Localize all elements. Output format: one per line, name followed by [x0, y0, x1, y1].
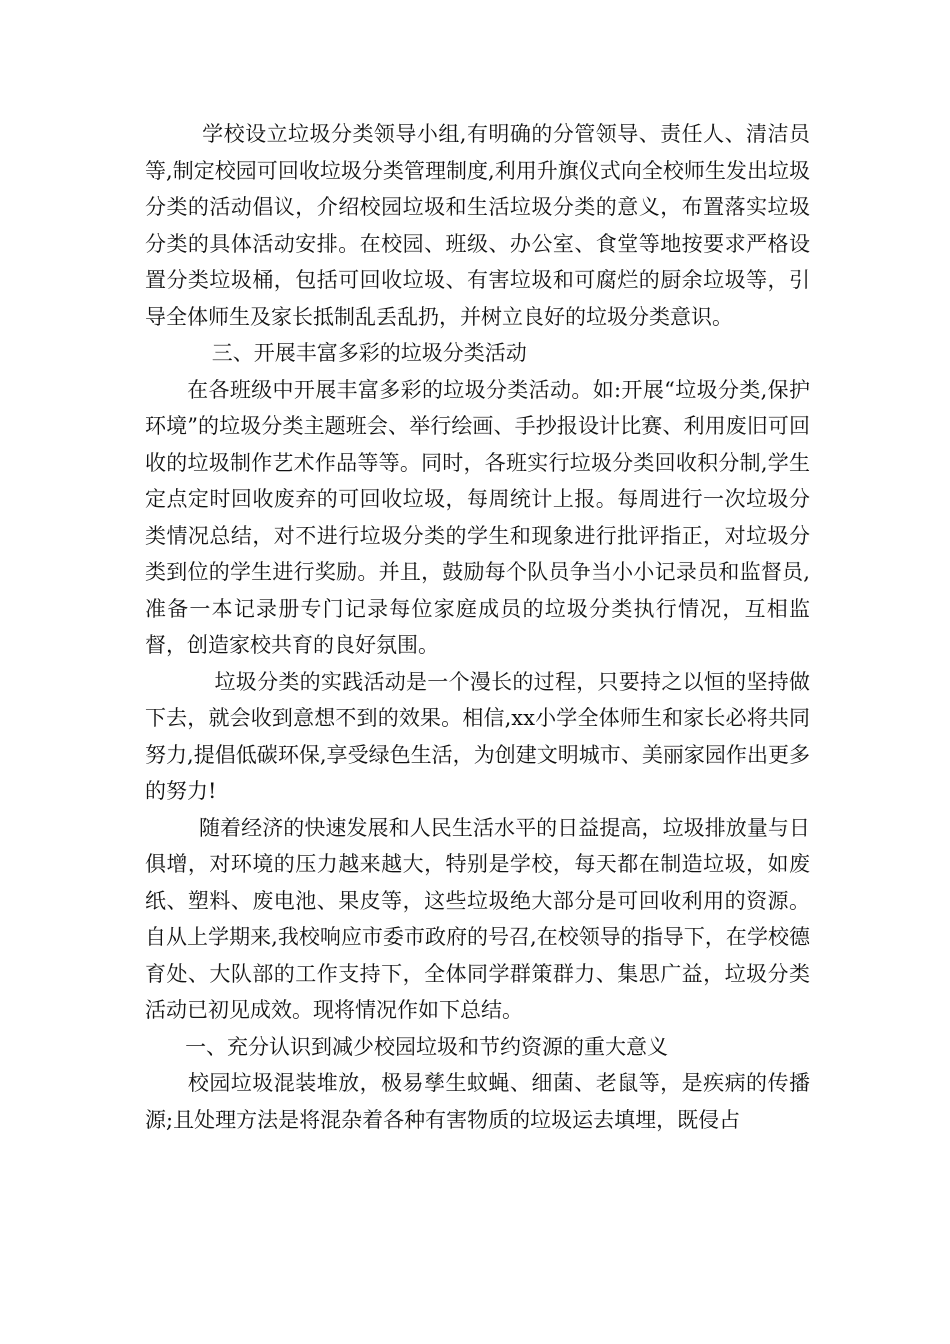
paragraph-practice-conclusion: 垃圾分类的实践活动是一个漫长的过程，只要持之以恒的坚持做下去，就会收到意想不到的效果。相信,xx小学全体师生和家长必将共同努力,提倡低碳环保,享受绿色生活，为创建文明城市、美丽家园作出更多的努力! — [145, 669, 810, 803]
document-page — [145, 116, 810, 1138]
paragraph-leadership-group: 学校设立垃圾分类领导小组,有明确的分管领导、责任人、清洁员等,制定校园可回收垃圾分类管理制度,利用升旗仪式向全校师生发出垃圾分类的活动倡议，介绍校园垃圾和生活垃圾分类的意义，布置落实垃圾分类的具体活动安排。在校园、班级、办公室、食堂等地按要求严格设置分类垃圾桶，包括可回收垃圾、有害垃圾和可腐烂的厨余垃圾等，引导全体师生及家长抵制乱丢乱扔，并树立良好的垃圾分类意识。 — [145, 122, 810, 329]
paragraph-campus-garbage: 校园垃圾混装堆放，极易孳生蚊蝇、细菌、老鼠等，是疾病的传播源;且处理方法是将混杂着各种有害物质的垃圾运去填埋，既侵占 — [145, 1071, 810, 1132]
paragraph-summary-intro: 随着经济的快速发展和人民生活水平的日益提高，垃圾排放量与日俱增，对环境的压力越来越大，特别是学校，每天都在制造垃圾，如废纸、塑料、废电池、果皮等，这些垃圾绝大部分是可回收利用的资源。自从上学期来,我校响应市委市政府的号召,在校领导的指导下，在学校德育处、大队部的工作支持下，全体同学群策群力、集思广益，垃圾分类活动已初见成效。现将情况作如下总结。 — [145, 815, 810, 1022]
section-heading-three: 三、开展丰富多彩的垃圾分类活动 — [145, 341, 527, 365]
section-heading-one: 一、充分认识到减少校园垃圾和节约资源的重大意义 — [145, 1034, 669, 1059]
paragraph-class-activities: 在各班级中开展丰富多彩的垃圾分类活动。如:开展“垃圾分类,保护环境”的垃圾分类主题班会、举行绘画、手抄报设计比赛、利用废旧可回收的垃圾制作艺术作品等等。同时，各班实行垃圾分类回收积分制,学生定点定时回收废弃的可回收垃圾，每周统计上报。每周进行一次垃圾分类情况总结，对不进行垃圾分类的学生和现象进行批评指正，对垃圾分类到位的学生进行奖励。并且，鼓励每个队员争当小小记录员和监督员,准备一本记录册专门记录每位家庭成员的垃圾分类执行情况，互相监督，创造家校共育的良好氛围。 — [145, 377, 811, 657]
